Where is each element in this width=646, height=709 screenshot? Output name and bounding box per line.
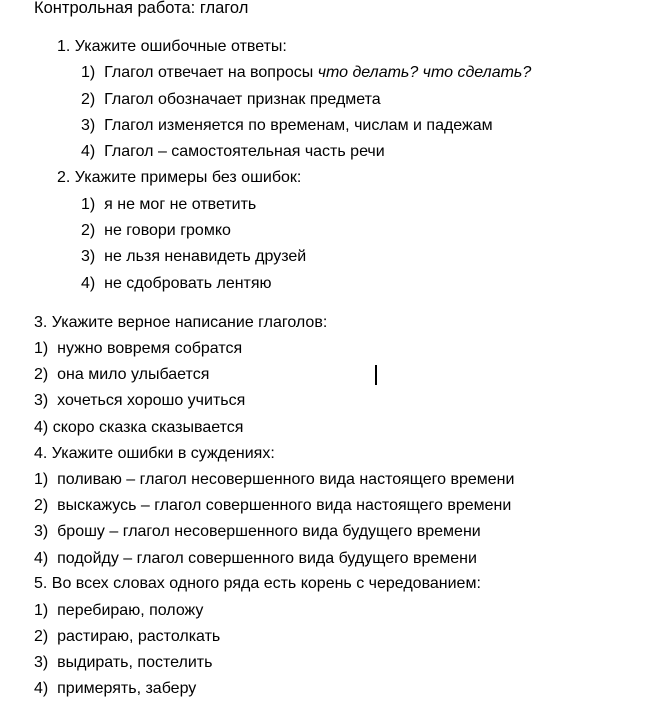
question-2-option-4	[81, 274, 272, 294]
option-text: брошу – глагол несовершенного вида будущего времени	[57, 523, 481, 540]
question-2-option-1	[81, 195, 256, 215]
question-1-option-1	[81, 63, 531, 83]
option-number: 1)	[34, 340, 49, 357]
question-4-option-3	[34, 522, 481, 542]
question-1-option-3	[81, 116, 493, 136]
option-number: 4)	[81, 143, 96, 160]
option-number: 2)	[34, 628, 49, 645]
option-number: 3)	[81, 117, 96, 134]
question-2-option-2	[81, 221, 231, 241]
option-text: Глагол обозначает признак предмета	[104, 91, 381, 108]
option-text: нужно вовремя собратся	[57, 340, 243, 357]
question-3-option-1	[34, 339, 242, 359]
question-4-option-1	[34, 470, 514, 490]
option-text: скоро сказка сказывается	[52, 419, 244, 436]
option-text: подойду – глагол совершенного вида будущего времени	[57, 550, 477, 567]
option-text-italic: что делать? что сделать?	[317, 64, 532, 81]
question-4-option-4	[34, 549, 477, 569]
option-number: 1)	[34, 602, 49, 619]
option-number: 4)	[34, 680, 49, 697]
option-number: 3)	[34, 392, 49, 409]
option-number: 2)	[34, 366, 49, 383]
option-text: Глагол – самостоятельная часть речи	[104, 143, 385, 160]
option-text: не льзя ненавидеть друзей	[104, 248, 307, 265]
option-number: 1)	[34, 471, 49, 488]
option-text: выскажусь – глагол совершенного вида настоящего времени	[57, 497, 512, 514]
question-5-option-1	[34, 601, 203, 621]
option-number: 4)	[34, 550, 49, 567]
question-5-option-4	[34, 679, 196, 699]
question-2-heading: 2. Укажите примеры без ошибок:	[57, 169, 302, 186]
option-number: 3)	[34, 654, 49, 671]
option-text: поливаю – глагол несовершенного вида настоящего времени	[57, 471, 515, 488]
option-number: 3)	[81, 248, 96, 265]
question-5-option-2	[34, 627, 220, 647]
question-3-option-3	[34, 391, 245, 411]
question-1-heading: 1. Укажите ошибочные ответы:	[57, 38, 287, 55]
option-text: перебираю, положу	[57, 602, 204, 619]
option-text: растираю, растолкать	[57, 628, 221, 645]
question-4-heading: 4. Укажите ошибки в суждениях:	[34, 445, 275, 462]
option-number: 1)	[81, 64, 96, 81]
option-number: 3)	[34, 523, 49, 540]
option-number: 2)	[81, 91, 96, 108]
text-cursor	[375, 365, 377, 385]
question-2-option-3	[81, 247, 306, 267]
option-text: хочеться хорошо учиться	[57, 392, 246, 409]
option-text: я не мог не ответить	[104, 196, 257, 213]
option-number: 2)	[81, 222, 96, 239]
option-text: Глагол отвечает на вопросы	[104, 64, 318, 81]
option-text: не сдобровать лентяю	[104, 275, 272, 292]
option-text: примерять, заберу	[57, 680, 197, 697]
question-5-heading: 5. Во всех словах одного ряда есть корень с чередованием:	[34, 575, 481, 592]
question-3-option-4	[34, 418, 243, 438]
option-text: не говори громко	[104, 222, 231, 239]
question-3-heading: 3. Укажите верное написание глаголов:	[34, 314, 328, 331]
question-3-option-2	[34, 365, 209, 385]
option-number: 2)	[34, 497, 49, 514]
option-text: она мило улыбается	[57, 366, 210, 383]
option-number: 4)	[81, 275, 96, 292]
option-number: 1)	[81, 196, 96, 213]
document-title: Контрольная работа: глагол	[34, 0, 249, 17]
option-text: выдирать, постелить	[57, 654, 213, 671]
question-5-option-3	[34, 653, 212, 673]
option-number: 4)	[34, 419, 49, 436]
question-4-option-2	[34, 496, 511, 516]
question-1-option-4	[81, 142, 385, 162]
option-text: Глагол изменяется по временам, числам и падежам	[104, 117, 493, 134]
question-1-option-2	[81, 90, 381, 110]
